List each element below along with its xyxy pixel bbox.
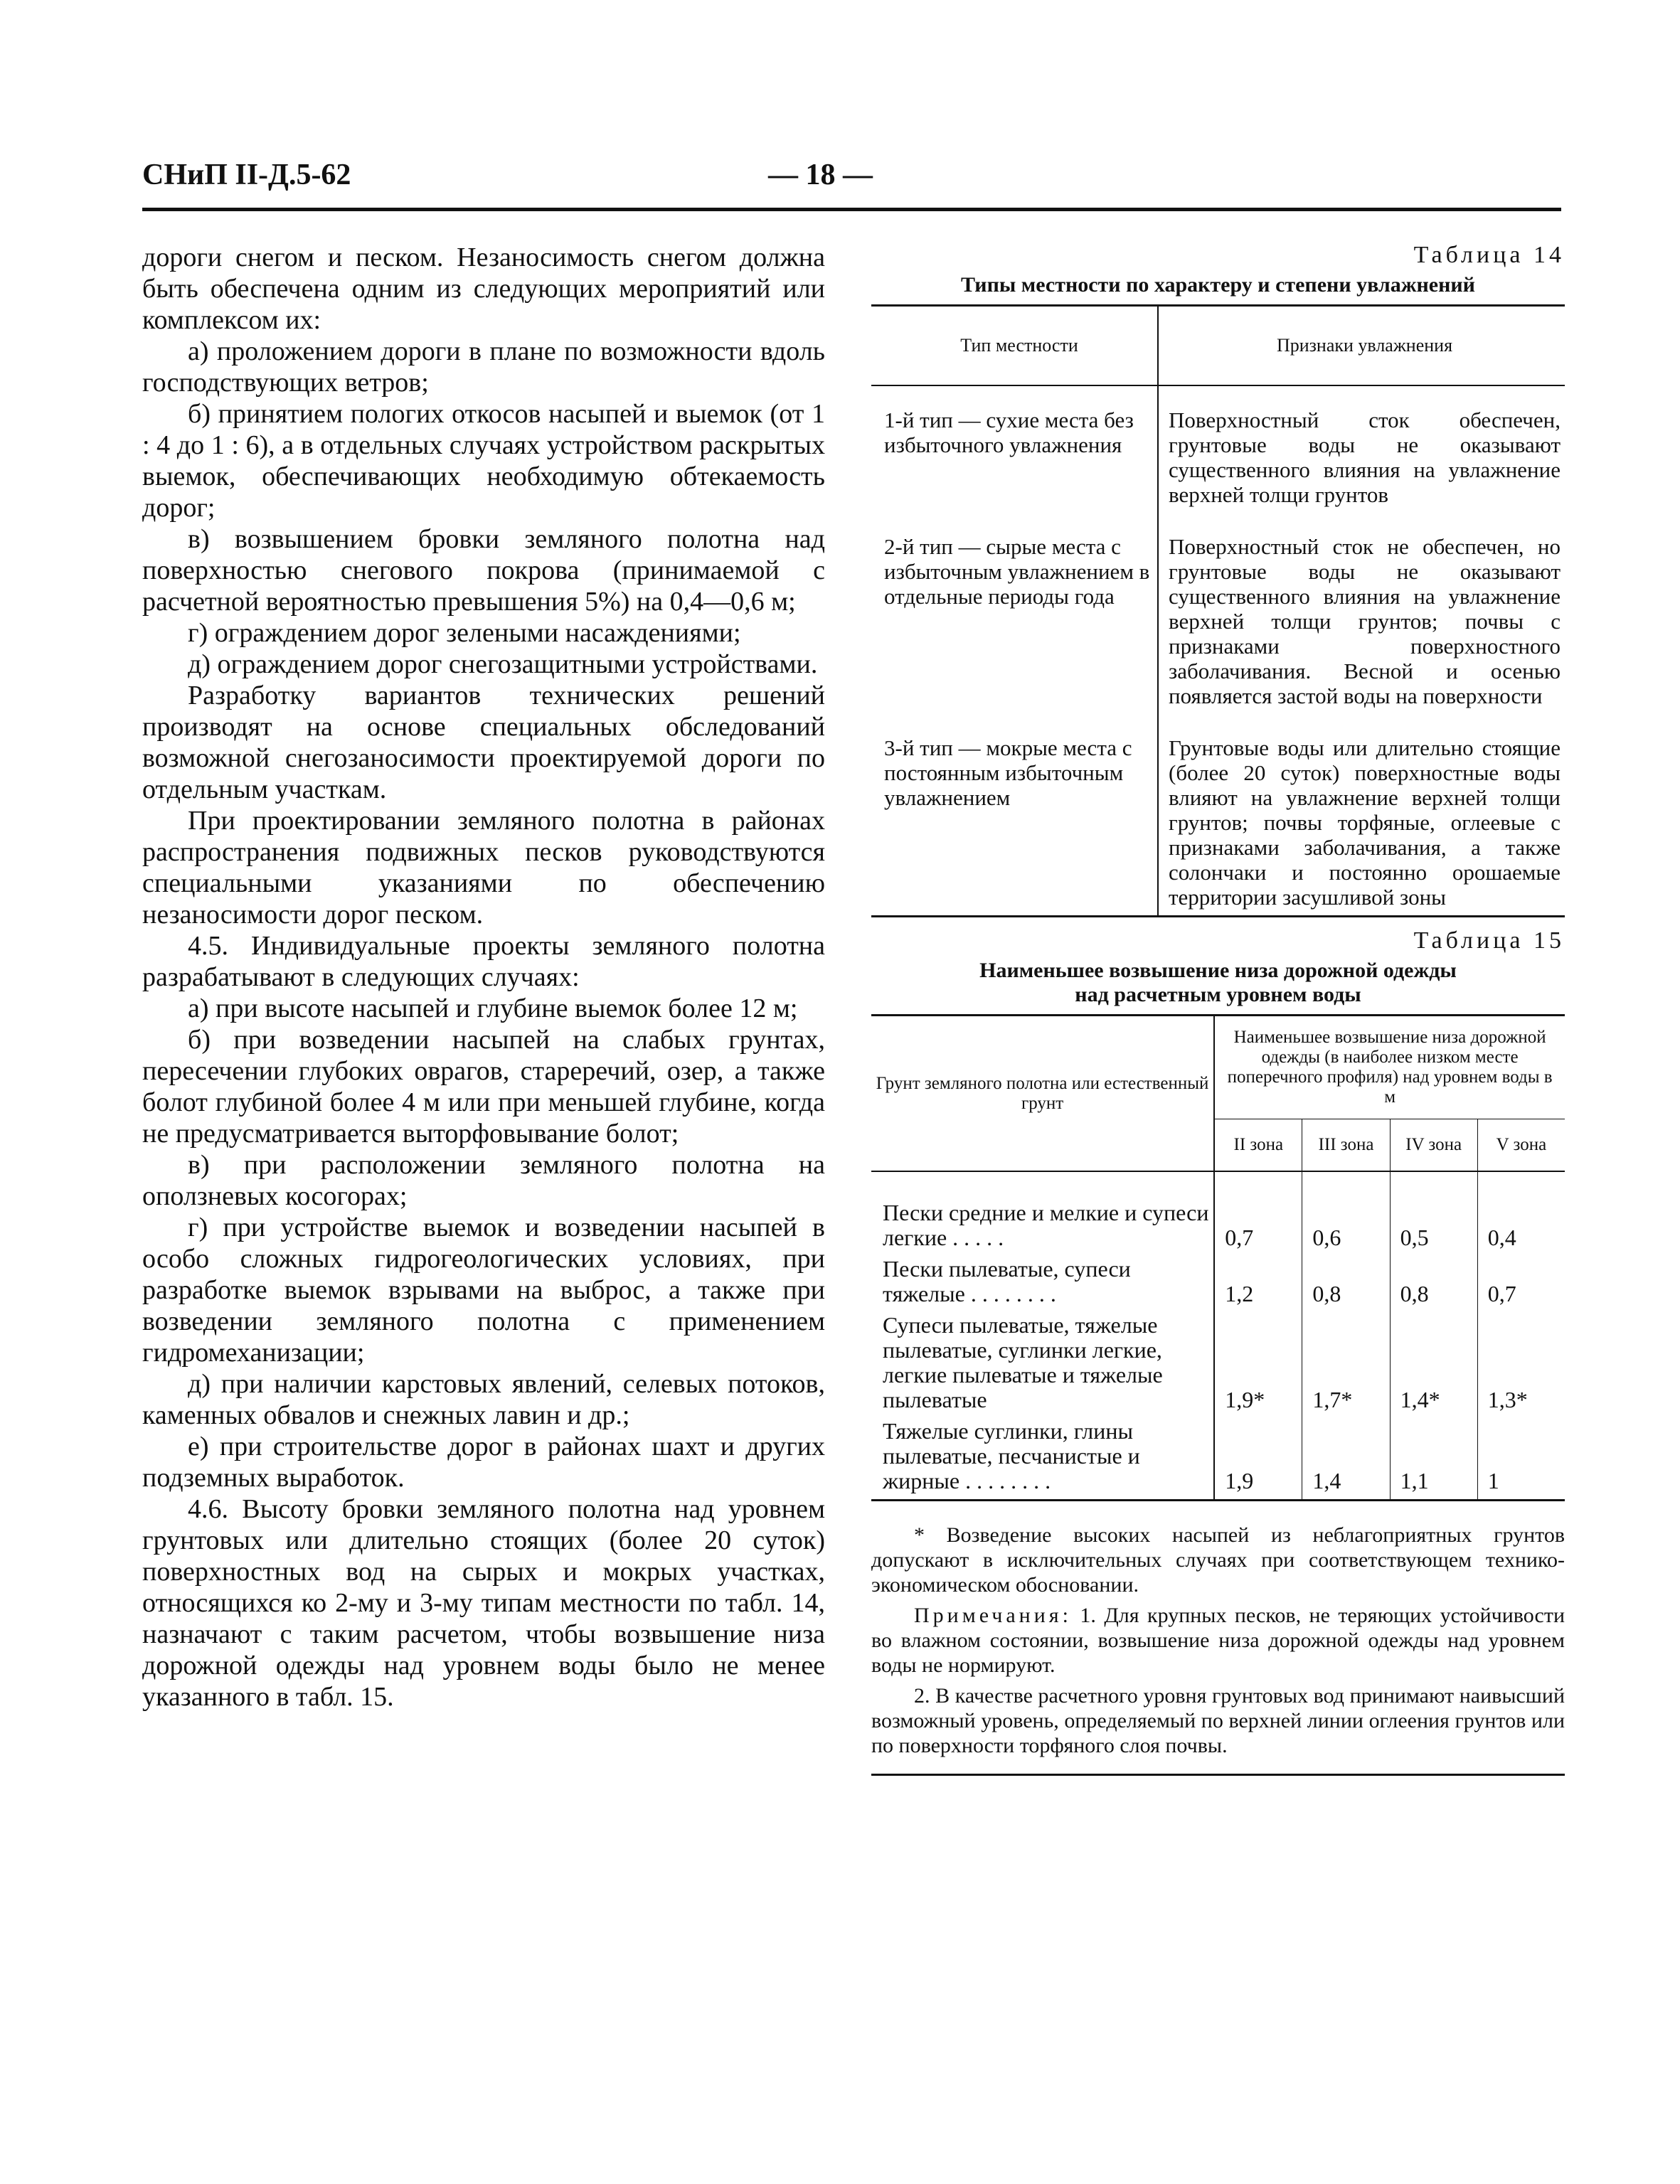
table-header-row	[871, 306, 1565, 386]
paragraph: 4.5. Индивидуальные проекты земляного полотна разрабатывают в следующих случаях:	[142, 931, 825, 992]
table-cell: 1,3*	[1487, 1387, 1528, 1412]
right-column	[871, 242, 1565, 1776]
zone-header: II зона	[1214, 1119, 1302, 1172]
paragraph: б) при возведении насыпей на слабых грунтах, пересечении глубоких оврагов, стареречий, озер, а также болот глубиной более 4 м или при меньшей глубине, когда не предусматривается выторфовывание болот;	[142, 1025, 825, 1149]
table-cell: 1,4*	[1390, 1312, 1477, 1418]
table-cell: 1,4	[1302, 1418, 1390, 1501]
left-column	[142, 242, 825, 1712]
table-cell: 1,1	[1390, 1418, 1477, 1501]
paragraph: Разработку вариантов технических решений производят на основе специальных обследований возможной снегозаносимости проектируемой дороги по отдельным участкам.	[142, 681, 825, 804]
table-cell: 1,9*	[1214, 1312, 1302, 1418]
table-header-row	[871, 1016, 1565, 1119]
zone-header: V зона	[1477, 1119, 1565, 1172]
paragraph: б) принятием пологих откосов насыпей и выемок (от 1 : 4 до 1 : 6), а в отдельных случаях устройством раскрытых выемок, обеспечивающих необходимую обтекаемость дорог;	[142, 399, 825, 523]
table-cell: 2-й тип — сырые места с избыточным увлажнением в отдельные периоды года	[871, 513, 1158, 714]
paragraph: а) проложением дороги в плане по возможности вдоль господствующих ветров;	[142, 336, 825, 398]
document-code: СНиП II-Д.5-62	[142, 159, 351, 191]
paragraph: а) при высоте насыпей и глубине выемок более 12 м;	[188, 994, 798, 1023]
page-header	[142, 158, 1561, 201]
note-1	[871, 1603, 1565, 1678]
table-cell: 0,8	[1302, 1256, 1390, 1312]
table15-title-line1: Наименьшее возвышение низа дорожной одежды	[979, 959, 1457, 982]
table-row	[871, 385, 1565, 513]
table14	[871, 304, 1565, 917]
table-cell: 0,7	[1214, 1171, 1302, 1256]
column-header: Тип местности	[871, 306, 1158, 386]
table-cell: 0,8	[1390, 1256, 1477, 1312]
table-cell: Пески средние и мелкие и супеси легкие . . . . .	[871, 1171, 1214, 1256]
table-cell: 3-й тип — мокрые места с постоянным избыточным увлажнением	[871, 714, 1158, 917]
column-header-elevation: Наименьшее возвышение низа дорожной одежды (в наиболее низком месте поперечного профиля) над уровнем воды в м	[1214, 1016, 1565, 1119]
table-cell: 0,4	[1487, 1225, 1516, 1250]
table-cell: Пески пылеватые, супеси тяжелые . . . . . . . .	[871, 1256, 1214, 1312]
table-cell: 1,7*	[1302, 1312, 1390, 1418]
table-cell: 1-й тип — сухие места без избыточного увлажнения	[871, 385, 1158, 513]
table-cell: 0,7	[1487, 1281, 1516, 1306]
table15-notes	[871, 1523, 1565, 1776]
table-row	[871, 714, 1565, 917]
notes-label: Примечания:	[914, 1604, 1072, 1627]
table-row	[871, 1312, 1565, 1418]
table15-title-line2: над расчетным уровнем воды	[1075, 983, 1361, 1006]
paragraph: г) при устройстве выемок и возведении насыпей в особо сложных гидрогеологических условиях, при разработке выемок взрывами на выброс, а также при возведении земляного полотна с применением гидромеханизации;	[142, 1213, 825, 1368]
paragraph: д) при наличии карстовых явлений, селевых потоков, каменных обвалов и снежных лавин и др.;	[142, 1369, 825, 1430]
table15-caption: Таблица 15	[1413, 927, 1565, 954]
table-row	[871, 1171, 1565, 1256]
page-number: — 18 —	[768, 159, 873, 191]
paragraph: е) при строительстве дорог в районах шахт и других подземных выработок.	[142, 1432, 825, 1493]
paragraph: 4.6. Высоту бровки земляного полотна над уровнем грунтовых или длительно стоящих (более 20 суток) поверхностных вод на сырых и мокрых участках, относящихся ко 2-му и 3-му типам местности по табл. 14, назначают с таким расчетом, чтобы возвышение низа дорожной одежды над уровнем воды было не менее указанного в табл. 15.	[142, 1494, 825, 1712]
paragraph: в) при расположении земляного полотна на оползневых косогорах;	[142, 1150, 825, 1211]
table-cell: 0,5	[1390, 1171, 1477, 1256]
table-row	[871, 513, 1565, 714]
table-cell: Поверхностный сток обеспечен, грунтовые воды не оказывают существенного влияния на увлажнение верхней толщи грунтов	[1169, 407, 1561, 507]
table-cell: Грунтовые воды или длительно стоящие (более 20 суток) поверхностные воды влияют на увлажнение верхней толщи грунтов; почвы торфяные, оглеевые с признаками заболачивания, а также солончаки и постоянно орошаемые территории засушливой зоны	[1169, 735, 1561, 910]
table-cell: Тяжелые суглинки, глины пылеватые, песчанистые и жирные . . . . . . . .	[871, 1418, 1214, 1501]
zone-header: III зона	[1302, 1119, 1390, 1172]
footnote: * Возведение высоких насыпей из неблагоприятных грунтов допускают в исключительных случаях при соответствующем технико-экономическом обосновании.	[871, 1523, 1565, 1597]
table-cell: 0,6	[1302, 1171, 1390, 1256]
table14-title: Типы местности по характеру и степени увлажнений	[961, 273, 1475, 297]
table-cell: 1,9	[1214, 1418, 1302, 1501]
note-1-text: 1. Для крупных песков, не теряющих устойчивости во влажном состоянии, возвышение низа дорожной одежды над уровнем воды не нормируют.	[871, 1604, 1565, 1677]
paragraph: д) ограждением дорог снегозащитными устройствами.	[188, 649, 818, 679]
note-2: 2. В качестве расчетного уровня грунтовых вод принимают наивысший возможный уровень, определяемый по верхней линии оглеения грунтов или по поверхности торфяного слоя почвы.	[871, 1684, 1565, 1757]
column-header: Признаки увлажнения	[1158, 306, 1565, 386]
table-cell: Поверхностный сток не обеспечен, но грунтовые воды не оказывают существенного влияния на увлажнение верхней толщи грунтов; почвы с признаками поверхностного заболачивания. Весной и осенью появляется застой воды на поверхности	[1169, 534, 1561, 708]
table-cell: 1	[1487, 1468, 1499, 1493]
paragraph: в) возвышением бровки земляного полотна над поверхностью снегового покрова (принимаемой с расчетной вероятностью превышения 5%) на 0,4—0,6 м;	[142, 524, 825, 617]
table15	[871, 1014, 1565, 1501]
table-row	[871, 1418, 1565, 1501]
table-cell: 1,2	[1214, 1256, 1302, 1312]
column-header-ground: Грунт земляного полотна или естественный грунт	[871, 1016, 1214, 1172]
header-rule	[142, 208, 1561, 211]
paragraph: При проектировании земляного полотна в районах распространения подвижных песков руководствуются специальными указаниями по обеспечению незаносимости дорог песком.	[142, 806, 825, 929]
table14-caption: Таблица 14	[1413, 242, 1565, 268]
paragraph: г) ограждением дорог зелеными насаждениями;	[188, 618, 741, 648]
table-row	[871, 1256, 1565, 1312]
zone-header: IV зона	[1390, 1119, 1477, 1172]
table-cell: Супеси пылеватые, тяжелые пылеватые, суглинки легкие, легкие пылеватые и тяжелые пылеватые	[871, 1312, 1214, 1418]
paragraph: дороги снегом и песком. Незаносимость снегом должна быть обеспечена одним из следующих мероприятий или комплексом их:	[142, 243, 825, 335]
